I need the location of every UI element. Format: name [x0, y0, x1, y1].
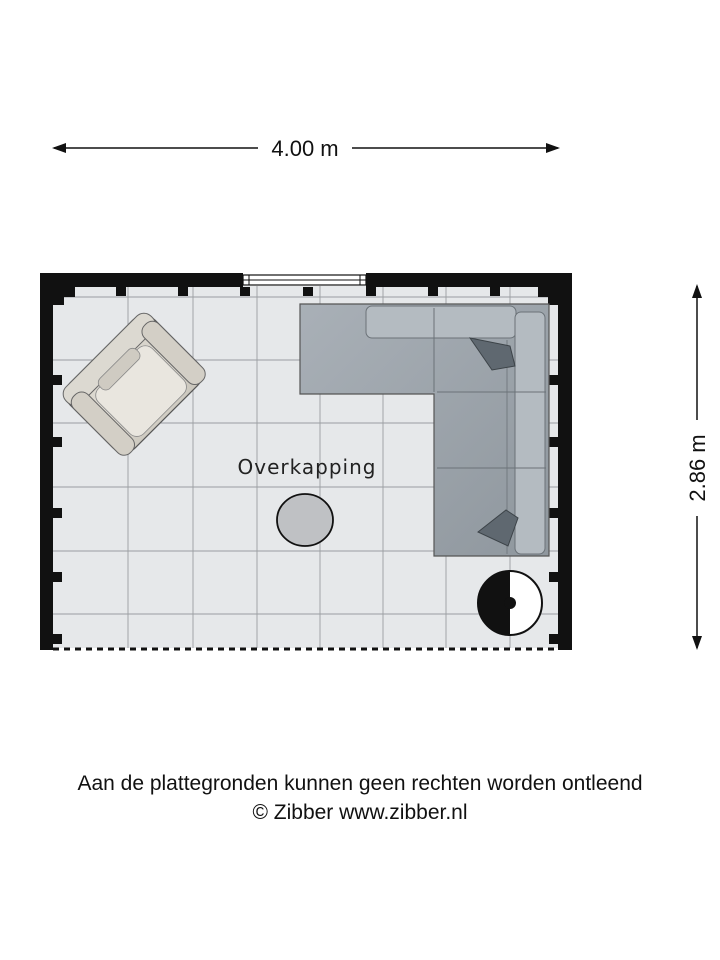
window [243, 275, 366, 285]
arrow-up-icon [692, 284, 702, 298]
height-dimension [685, 284, 710, 650]
height-label: 2.86 m [685, 434, 710, 502]
left-wall [40, 273, 53, 650]
right-wall [558, 273, 572, 650]
room-label: Overkapping [237, 455, 377, 479]
top-wall-right [366, 273, 572, 287]
disclaimer-text: Aan de plattegronden kunnen geen rechten worden ontleend [77, 772, 643, 795]
arrow-right-icon [546, 143, 560, 153]
coffee-table [277, 494, 333, 546]
top-wall-left [40, 273, 243, 287]
width-dimension [52, 136, 560, 161]
arrow-down-icon [692, 636, 702, 650]
width-label: 4.00 m [271, 136, 339, 161]
arrow-left-icon [52, 143, 66, 153]
side-table [478, 571, 542, 635]
copyright-text: © Zibber www.zibber.nl [252, 801, 468, 824]
